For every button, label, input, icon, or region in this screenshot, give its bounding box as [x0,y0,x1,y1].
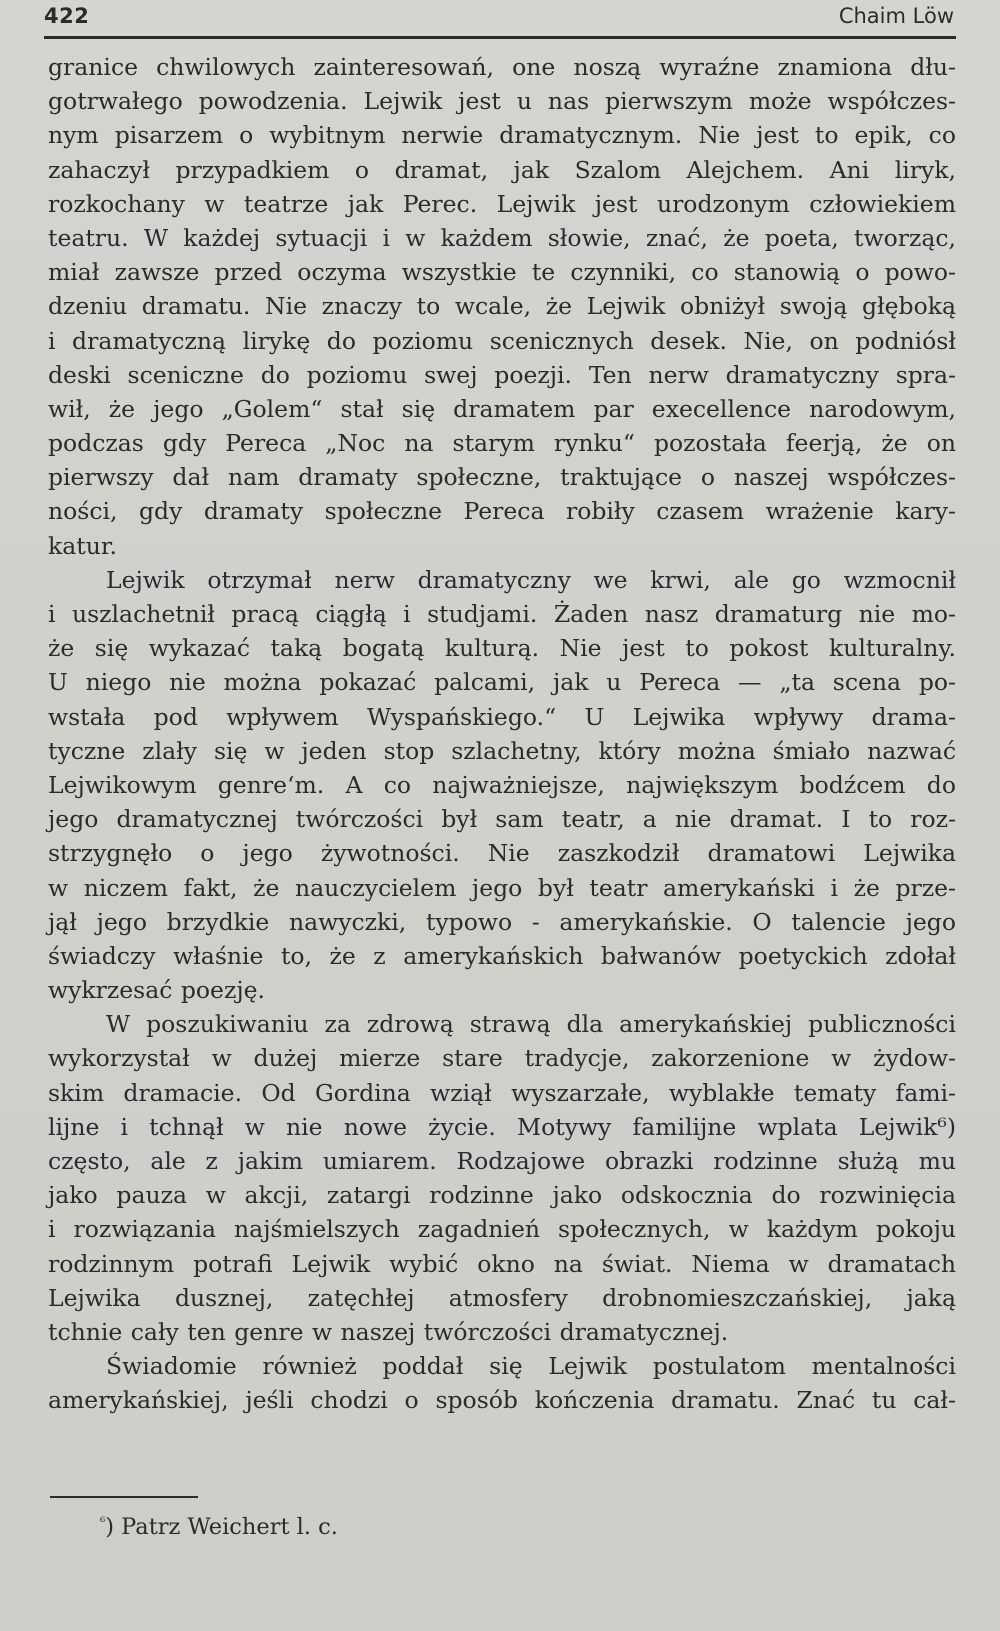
text-line: miał zawsze przed oczyma wszystkie te czynniki, co stanowią o powo- [48,258,956,287]
text-line: wstała pod wpływem Wyspańskiego.“ U Lejwika wpływy drama- [48,702,956,731]
text-line: tyczne zlały się w jeden stop szlachetny, który można śmiało nazwać [48,736,956,765]
text-line: Świadomie również poddał się Lejwik postulatom mentalności [106,1352,956,1381]
text-line: rozkochany w teatrze jak Perec. Lejwik jest urodzonym człowiekiem [48,189,956,218]
text-line: Lejwikowym genre‘m. A co najważniejsze, największym bodźcem do [48,770,956,799]
text-line: tchnie cały ten genre w naszej twórczości dramatycznej. [48,1317,729,1346]
text-line: i dramatyczną lirykę do poziomu scenicznych desek. Nie, on podniósł [48,326,956,355]
text-line: wykrzesać poezję. [48,976,265,1005]
header-rule [44,36,956,39]
text-line: W poszukiwaniu za zdrową strawą dla amerykańskiej publiczności [106,1010,956,1039]
text-line: jako pauza w akcji, zatargi rodzinne jako odskocznia do rozwinięcia [48,1181,956,1210]
text-line: U niego nie można pokazać palcami, jak u Pereca — „ta scena po- [48,668,956,697]
text-line: świadczy właśnie to, że z amerykańskich bałwanów poetyckich zdołał [48,941,956,970]
text-line: jego dramatycznej twórczości był sam teatr, a nie dramat. I to roz- [48,805,956,834]
text-line: gotrwałego powodzenia. Lejwik jest u nas pierwszym może współczes- [48,87,956,116]
body-text [48,50,956,1418]
text-line: w niczem fakt, że nauczycielem jego był teatr amerykański i że prze- [48,873,956,902]
text-line: Lejwik otrzymał nerw dramatyczny we krwi, ale go wzmocnił [106,565,956,594]
text-line: teatru. W każdej sytuacji i w każdem słowie, znać, że poeta, tworząc, [48,223,956,252]
page-header [44,4,954,34]
text-line: rodzinnym potrafi Lejwik wybić okno na świat. Niema w dramatach [48,1249,956,1278]
footnote [100,1514,338,1540]
text-line: deski sceniczne do poziomu swej poezji. Ten nerw dramatyczny spra- [48,360,956,389]
text-line: lijne i tchnął w nie nowe życie. Motywy familijne wplata Lejwik⁶) [48,1112,956,1141]
page-number: 422 [44,4,90,28]
text-line: zahaczył przypadkiem o dramat, jak Szalom Alejchem. Ani liryk, [48,155,956,184]
footnote-marker: ⁶ [100,1515,106,1530]
text-line: pierwszy dał nam dramaty społeczne, traktujące o naszej współczes- [48,463,956,492]
text-line: dzeniu dramatu. Nie znaczy to wcale, że Lejwik obniżył swoją głęboką [48,292,956,321]
text-line: ności, gdy dramaty społeczne Pereca robiły czasem wrażenie kary- [48,497,956,526]
text-line: strzygnęło o jego żywotności. Nie zaszkodził dramatowi Lejwika [48,839,956,868]
text-line: i uszlachetnił pracą ciągłą i studjami. Żaden nasz dramaturg nie mo- [48,600,956,628]
footnote-text: ) Patrz Weichert l. c. [105,1514,338,1540]
text-line: amerykańskiej, jeśli chodzi o sposób kończenia dramatu. Znać tu cał- [48,1386,956,1415]
text-line: jął jego brzydkie nawyczki, typowo - amerykańskie. O talencie jego [48,907,956,936]
text-line: Lejwika dusznej, zatęchłej atmosfery drobnomieszczańskiej, jaką [48,1283,956,1312]
text-line: katur. [48,531,117,560]
text-line: że się wykazać taką bogatą kulturą. Nie jest to pokost kulturalny. [48,634,956,663]
footnote-rule [50,1496,198,1498]
running-head: Chaim Löw [838,4,954,28]
text-line: nym pisarzem o wybitnym nerwie dramatycznym. Nie jest to epik, co [48,121,956,150]
text-line: i rozwiązania najśmielszych zagadnień społecznych, w każdym pokoju [48,1215,956,1244]
text-line: często, ale z jakim umiarem. Rodzajowe obrazki rodzinne służą mu [48,1147,956,1175]
text-line: wykorzystał w dużej mierze stare tradycje, zakorzenione w żydow- [48,1044,956,1073]
text-line: granice chwilowych zainteresowań, one noszą wyraźne znamiona dłu- [48,53,956,81]
text-line: podczas gdy Pereca „Noc na starym rynku“ pozostała feerją, że on [48,429,956,458]
text-line: wił, że jego „Golem“ stał się dramatem par execellence narodowym, [48,394,956,423]
text-line: skim dramacie. Od Gordina wziął wyszarzałe, wyblakłe tematy fami- [48,1078,956,1107]
